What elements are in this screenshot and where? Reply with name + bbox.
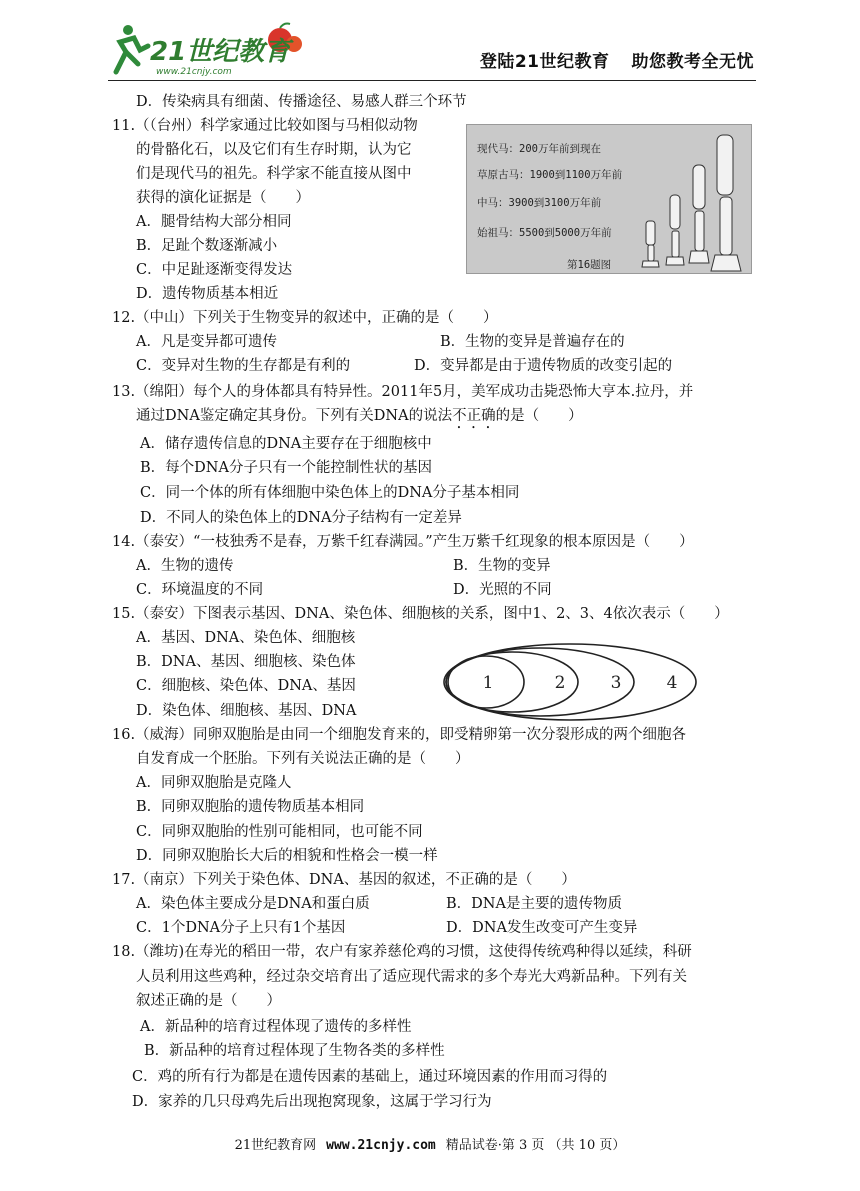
line-q17-option-b: B．DNA是主要的遗传物质	[446, 896, 622, 912]
line-q18b: 人员利用这些鸡种，经过杂交培育出了适应现代需求的多个寿光大鸡新品种。下列有关	[136, 969, 687, 985]
line-q16b: 自发育成一个胚胎。下列有关说法正确的是（ ）	[136, 751, 470, 767]
page-footer	[0, 1134, 860, 1153]
line-q17-option-a: A．染色体主要成分是DNA和蛋白质	[136, 896, 370, 912]
line-q11b: 的骨骼化石，以及它们有生存时期，认为它	[136, 142, 412, 158]
line-q12: 12.（中山）下列关于生物变异的叙述中，正确的是（ ）	[112, 310, 498, 326]
horse-figure-caption: 第16题图	[567, 259, 612, 271]
horse-label-eohippus: 始祖马：5500到5000万年前	[477, 227, 612, 239]
line-q11-option-c: C．中足趾逐渐变得发达	[136, 262, 293, 278]
ellipse-label-3: 3	[610, 673, 622, 693]
line-q14-option-b: B．生物的变异	[453, 558, 551, 574]
q13b-pre: 通过DNA鉴定确定其身份。下列有关DNA的说法	[136, 408, 453, 424]
line-q18a: 18.（潍坊)在寿光的稻田一带，农户有家养慈伦鸡的习惯，这使得传统鸡种得以延续，科研	[112, 944, 692, 960]
line-q11-option-a: A．腿骨结构大部分相同	[136, 214, 292, 230]
line-q14-option-a: A．生物的遗传	[136, 558, 234, 574]
line-q13-option-b: B．每个DNA分子只有一个能控制性状的基因	[140, 460, 432, 476]
line-q11a: 11.（（台州）科学家通过比较如图与马相似动物	[112, 118, 418, 134]
line-q18-option-b: B．新品种的培育过程体现了生物各类的多样性	[144, 1043, 445, 1059]
line-q15-option-c: C．细胞核、染色体、DNA、基因	[136, 678, 356, 694]
logo-text: 21世纪教育	[150, 37, 291, 67]
running-figure-icon	[116, 25, 148, 72]
line-q14-option-c: C．环境温度的不同	[136, 582, 264, 598]
footer-url: www.21cnjy.com	[326, 1138, 436, 1153]
line-q18-option-d: D．家养的几只母鸡先后出现抱窝现象，这属于学习行为	[132, 1094, 492, 1110]
line-q12-option-c: C．变异对生物的生存都是有利的	[136, 358, 351, 374]
line-q16-option-d: D．同卵双胞胎长大后的相貌和性格会一模一样	[136, 848, 438, 864]
line-q11-option-d: D．遗传物质基本相近	[136, 286, 279, 302]
line-q13b	[136, 405, 583, 432]
header-slogan	[480, 47, 754, 72]
logo	[108, 20, 308, 78]
line-q14-option-d: D．光照的不同	[453, 582, 552, 598]
line-q15: 15.（泰安）下图表示基因、DNA、染色体、细胞核的关系，图中1、2、3、4依次表示（ ）	[112, 606, 729, 622]
horse-label-modern: 现代马：200万年前到现在	[477, 143, 601, 155]
line-q10d: D．传染病具有细菌、传播途径、易感人群三个环节	[136, 94, 467, 110]
line-q12-option-b: B．生物的变异是普遍存在的	[440, 334, 625, 350]
line-q18c: 叙述正确的是（ ）	[136, 993, 281, 1009]
horse-evolution-figure	[466, 124, 752, 274]
line-q17-option-c: C．1个DNA分子上只有1个基因	[136, 920, 346, 936]
line-q11d: 获得的演化证据是（ ）	[136, 190, 310, 206]
line-q13a: 13.（绵阳）每个人的身体都具有特异性。2011年5月，美军成功击毙恐怖大亨本.拉丹，并	[112, 384, 694, 400]
line-q13-option-a: A．储存遗传信息的DNA主要存在于细胞核中	[140, 436, 432, 452]
line-q12-option-d: D．变异都是由于遗传物质的改变引起的	[414, 358, 673, 374]
line-q13-option-c: C．同一个体的所有体细胞中染色体上的DNA分子基本相同	[140, 485, 520, 501]
horse-label-merychippus: 草原古马：1900到1100万年前	[477, 169, 623, 181]
footer-page-info: 精品试卷·第 3 页 （共 10 页）	[445, 1138, 626, 1153]
nested-ellipse-diagram	[440, 640, 700, 724]
line-q17: 17.（南京）下列关于染色体、DNA、基因的叙述，不正确的是（ ）	[112, 872, 576, 888]
line-q16a: 16.（威海）同卵双胞胎是由同一个细胞发育来的，即受精卵第一次分裂形成的两个细胞各	[112, 727, 687, 743]
line-q15-option-b: B．DNA、基因、细胞核、染色体	[136, 654, 356, 670]
logo-url: www.21cnjy.com	[156, 67, 232, 77]
footer-site-name: 21世纪教育网	[234, 1138, 317, 1153]
q13b-post: 的是（ ）	[495, 408, 583, 424]
leg-bones-illustration	[467, 125, 751, 273]
line-q18-option-a: A．新品种的培育过程体现了遗传的多样性	[140, 1019, 412, 1035]
page-header	[108, 14, 756, 81]
ellipse-3	[446, 648, 634, 716]
ellipse-label-4: 4	[666, 673, 678, 693]
ellipse-label-2: 2	[554, 673, 566, 693]
line-q16-option-b: B．同卵双胞胎的遗传物质基本相同	[136, 799, 365, 815]
line-q17-option-d: D．DNA发生改变可产生变异	[446, 920, 638, 936]
slogan-left: 登陆21世纪教育	[479, 52, 610, 72]
line-q11-option-b: B．足趾个数逐渐减小	[136, 238, 278, 254]
line-q14: 14.（泰安）“一枝独秀不是春，万紫千红春满园。”产生万紫千红现象的根本原因是（ ）	[112, 534, 694, 550]
line-q15-option-d: D．染色体、细胞核、基因、DNA	[136, 703, 357, 719]
q13b-emphasis: 不正确	[452, 408, 496, 424]
line-q11c: 们是现代马的祖先。科学家不能直接从图中	[136, 166, 412, 182]
line-q16-option-c: C．同卵双胞胎的性别可能相同，也可能不同	[136, 824, 423, 840]
slogan-right: 助您教考全无忧	[631, 52, 754, 72]
line-q18-option-c: C．鸡的所有行为都是在遗传因素的基础上，通过环境因素的作用而习得的	[132, 1069, 608, 1085]
line-q12-option-a: A．凡是变异都可遗传	[136, 334, 277, 350]
line-q13-option-d: D．不同人的染色体上的DNA分子结构有一定差异	[140, 510, 462, 526]
horse-label-mesohippus: 中马：3900到3100万年前	[477, 197, 602, 209]
line-q15-option-a: A．基因、DNA、染色体、细胞核	[136, 630, 356, 646]
ellipse-label-1: 1	[482, 673, 494, 693]
line-q16-option-a: A．同卵双胞胎是克隆人	[136, 775, 292, 791]
